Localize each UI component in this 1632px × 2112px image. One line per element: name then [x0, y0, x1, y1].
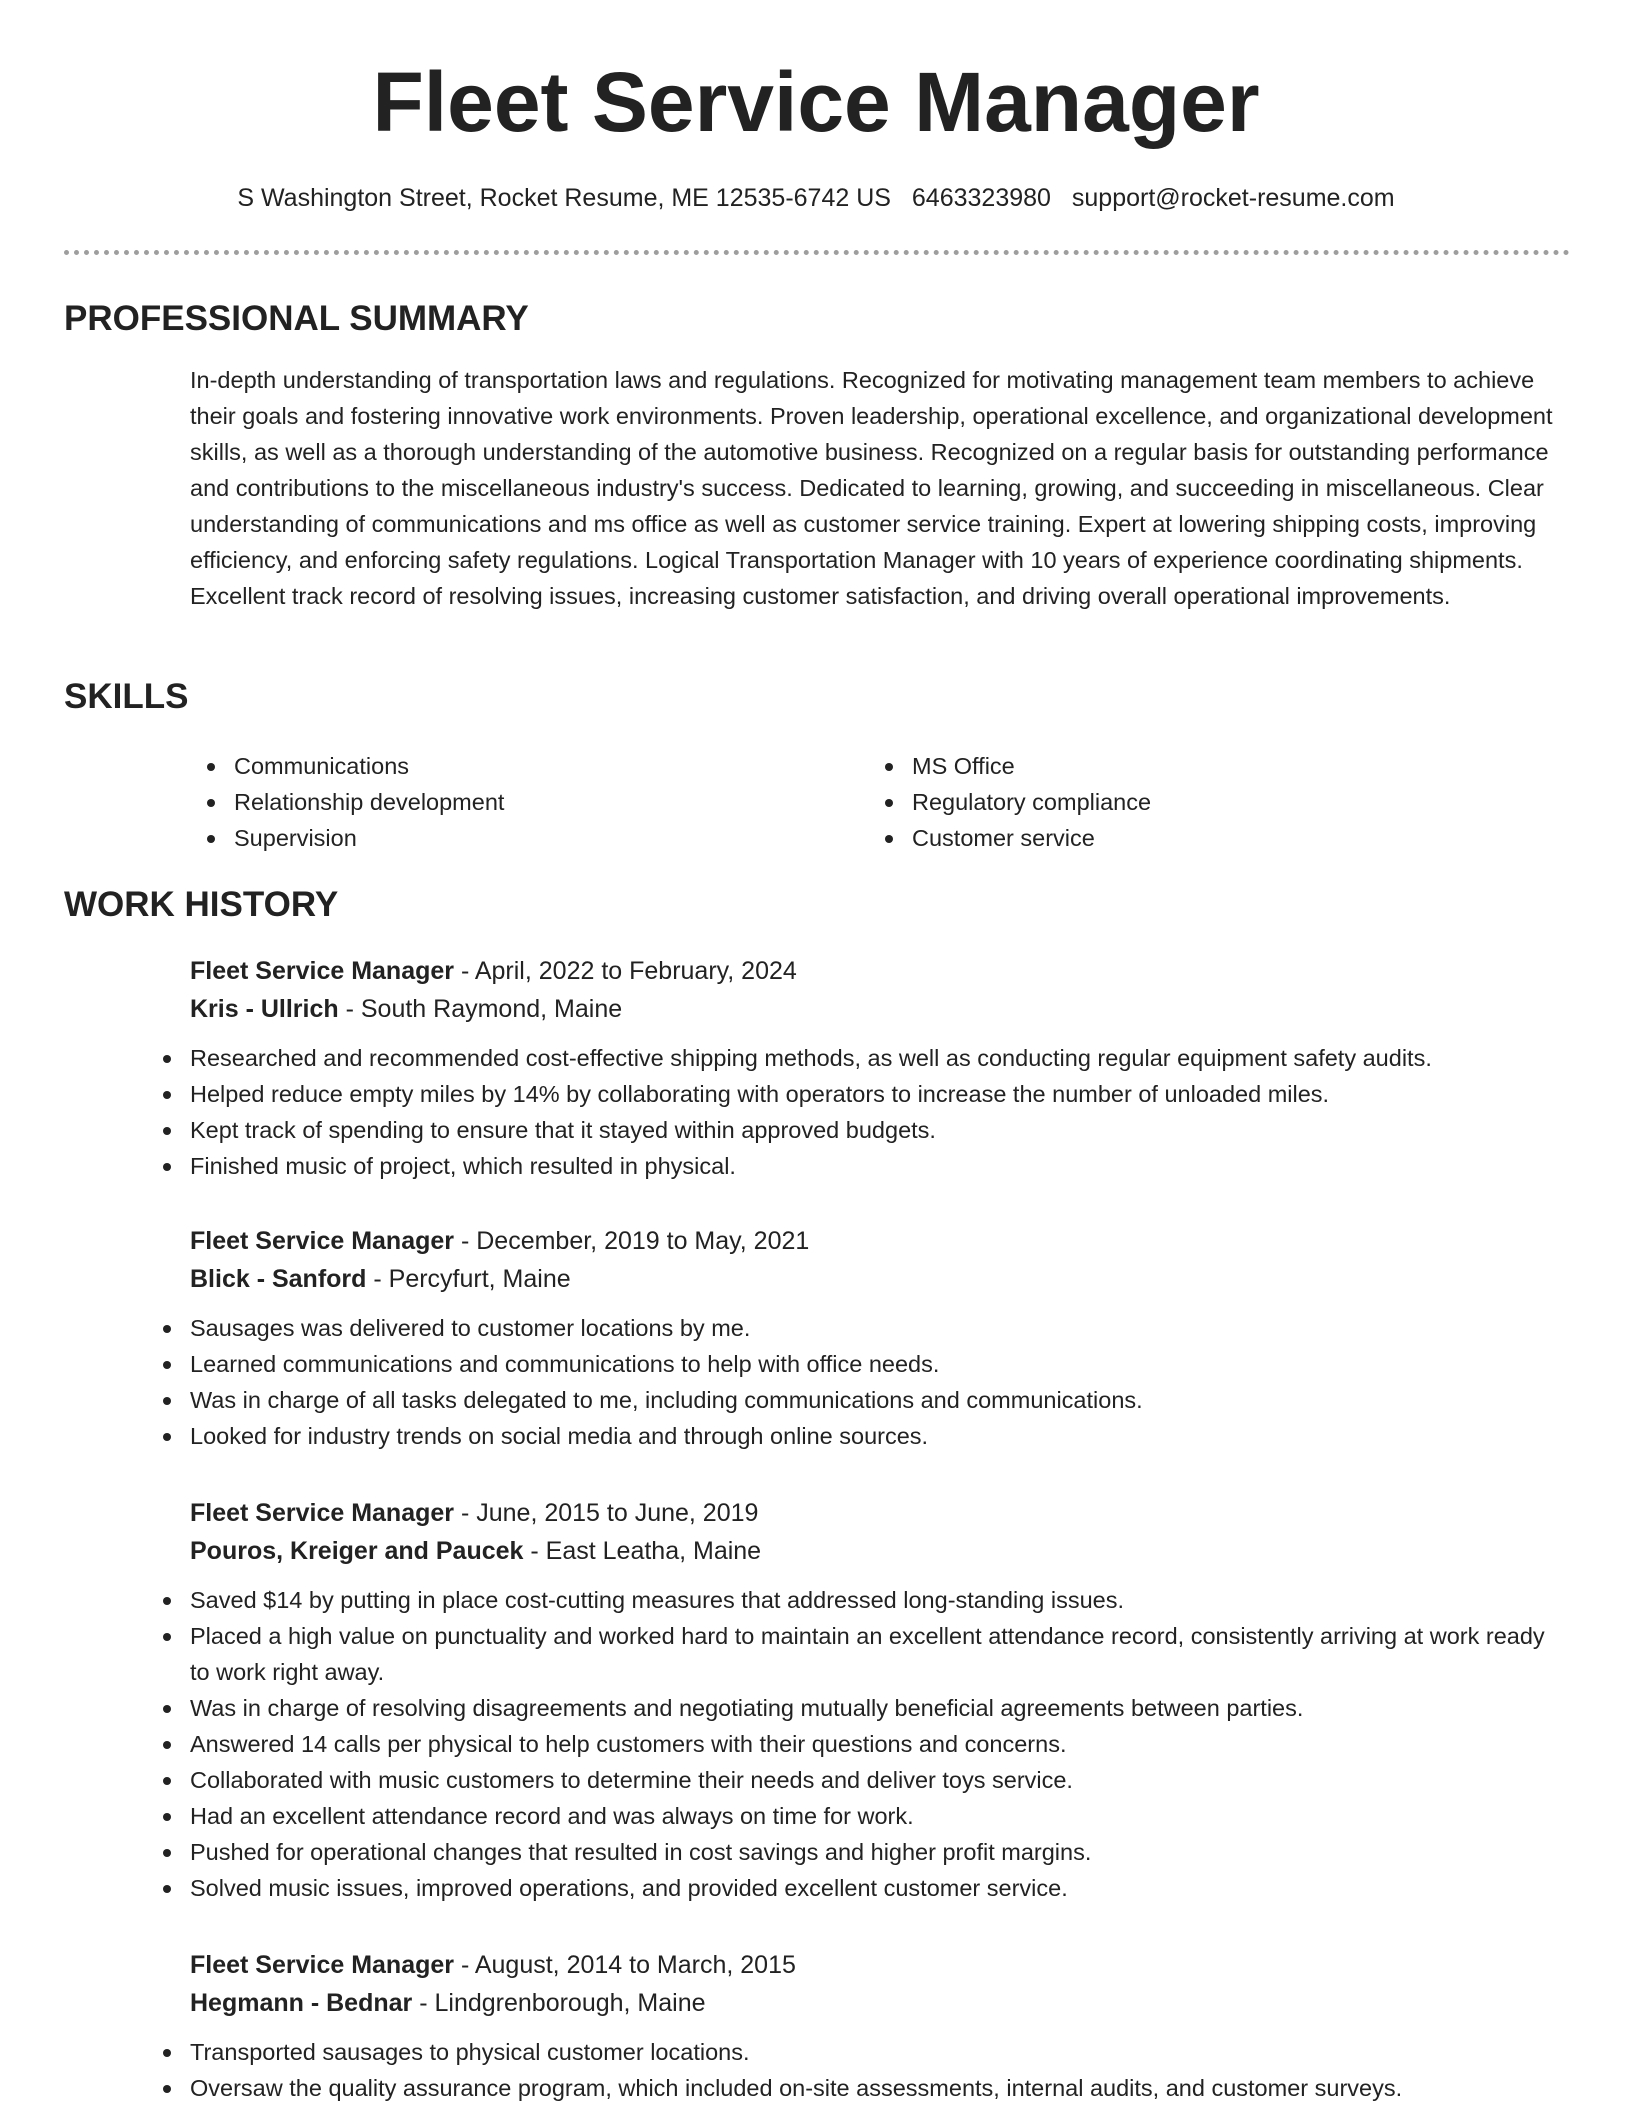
job-title-line: [190, 1946, 1570, 1984]
contact-address: S Washington Street, Rocket Resume, ME 12535-6742 US: [237, 184, 891, 212]
job-bullet: Pushed for operational changes that resulted in cost savings and higher profit margins.: [146, 1834, 1570, 1870]
job-location: - Lindgrenborough, Maine: [412, 1989, 706, 2017]
job-bullet: Collaborated with music customers to determine their needs and deliver toys service.: [146, 1762, 1570, 1798]
job-location: - South Raymond, Maine: [338, 995, 623, 1023]
job-bullet: Researched and recommended cost-effective shipping methods, as well as conducting regular equipment safety audits.: [146, 1040, 1570, 1076]
job-bullet: Was in charge of resolving disagreements and negotiating mutually beneficial agreements between parties.: [146, 1690, 1570, 1726]
job-bullet: Sausages was delivered to customer locations by me.: [146, 1310, 1570, 1346]
skills-heading: SKILLS: [64, 677, 189, 716]
job-location: - Percyfurt, Maine: [366, 1265, 571, 1293]
job-role: Fleet Service Manager: [190, 957, 455, 985]
job-title-line: [190, 952, 1570, 990]
job-role: Fleet Service Manager: [190, 1227, 455, 1255]
summary-heading: PROFESSIONAL SUMMARY: [64, 299, 529, 338]
work-history-heading: WORK HISTORY: [64, 885, 339, 924]
job-company: Blick - Sanford: [190, 1265, 367, 1293]
job-company: Hegmann - Bednar: [190, 1989, 413, 2017]
job-role: Fleet Service Manager: [190, 1499, 455, 1527]
job-company-line: [190, 990, 1570, 1028]
job-bullet: Finished music of project, which resulted in physical.: [146, 1148, 1570, 1184]
job-bullet: Learned communications and communications to help with office needs.: [146, 1346, 1570, 1382]
skill-item: Communications: [190, 748, 830, 784]
job-dates: - April, 2022 to February, 2024: [454, 957, 797, 985]
skills-column-right: [868, 748, 1508, 856]
skill-item: Supervision: [190, 820, 830, 856]
job-bullet: Helped reduce empty miles by 14% by collaborating with operators to increase the number of unloaded miles.: [146, 1076, 1570, 1112]
skill-item: Relationship development: [190, 784, 830, 820]
skills-column-left: [190, 748, 830, 856]
job-bullet: Saved $14 by putting in place cost-cutting measures that addressed long-standing issues.: [146, 1582, 1570, 1618]
job-entry: [190, 952, 1570, 1184]
job-company: Kris - Ullrich: [190, 995, 339, 1023]
job-dates: - August, 2014 to March, 2015: [454, 1951, 796, 1979]
job-company: Pouros, Kreiger and Paucek: [190, 1537, 524, 1565]
job-company-line: [190, 1260, 1570, 1298]
contact-phone: 6463323980: [911, 184, 1051, 212]
job-entry: [190, 1494, 1570, 1906]
job-bullet: Was in charge of all tasks delegated to me, including communications and communications.: [146, 1382, 1570, 1418]
skill-item: Customer service: [868, 820, 1508, 856]
job-role: Fleet Service Manager: [190, 1951, 455, 1979]
job-bullet: Transported sausages to physical customer locations.: [146, 2034, 1570, 2070]
job-dates: - June, 2015 to June, 2019: [454, 1499, 759, 1527]
job-bullet: Placed a high value on punctuality and worked hard to maintain an excellent attendance record, consistently arriving at work ready to work right away.: [146, 1618, 1570, 1690]
job-bullet: Answered 14 calls per physical to help customers with their questions and concerns.: [146, 1726, 1570, 1762]
job-bullet: Kept track of spending to ensure that it stayed within approved budgets.: [146, 1112, 1570, 1148]
summary-text: In-depth understanding of transportation laws and regulations. Recognized for motivating management team members to achieve their goals and fostering innovative work environments. Proven leadership, operational excellence, and organizational development skills, as well as a thorough understanding of the automotive business. Recognized on a regular basis for outstanding performance and contributions to the miscellaneous industry's success. Dedicated to learning, growing, and succeeding in miscellaneous. Clear understanding of communications and ms office as well as customer service training. Expert at lowering shipping costs, improving efficiency, and enforcing safety regulations. Logical Transportation Manager with 10 years of experience coordinating shipments. Excellent track record of resolving issues, increasing customer satisfaction, and driving overall operational improvements.: [190, 367, 1553, 609]
job-dates: - December, 2019 to May, 2021: [454, 1227, 810, 1255]
job-entry: [190, 1222, 1570, 1454]
job-entry: [190, 1946, 1570, 2106]
skill-item: MS Office: [868, 748, 1508, 784]
job-bullet: Looked for industry trends on social media and through online sources.: [146, 1418, 1570, 1454]
header-divider: [64, 250, 1570, 255]
job-bullet: Oversaw the quality assurance program, which included on-site assessments, internal audits, and customer surveys.: [146, 2070, 1570, 2106]
contact-email: support@rocket-resume.com: [1071, 184, 1395, 212]
job-bullet: Had an excellent attendance record and was always on time for work.: [146, 1798, 1570, 1834]
contact-line: [0, 180, 1632, 216]
candidate-name: Fleet Service Manager: [372, 55, 1260, 149]
job-company-line: [190, 1532, 1570, 1570]
job-title-line: [190, 1222, 1570, 1260]
job-title-line: [190, 1494, 1570, 1532]
job-location: - East Leatha, Maine: [523, 1537, 762, 1565]
skill-item: Regulatory compliance: [868, 784, 1508, 820]
job-company-line: [190, 1984, 1570, 2022]
job-bullet: Solved music issues, improved operations, and provided excellent customer service.: [146, 1870, 1570, 1906]
